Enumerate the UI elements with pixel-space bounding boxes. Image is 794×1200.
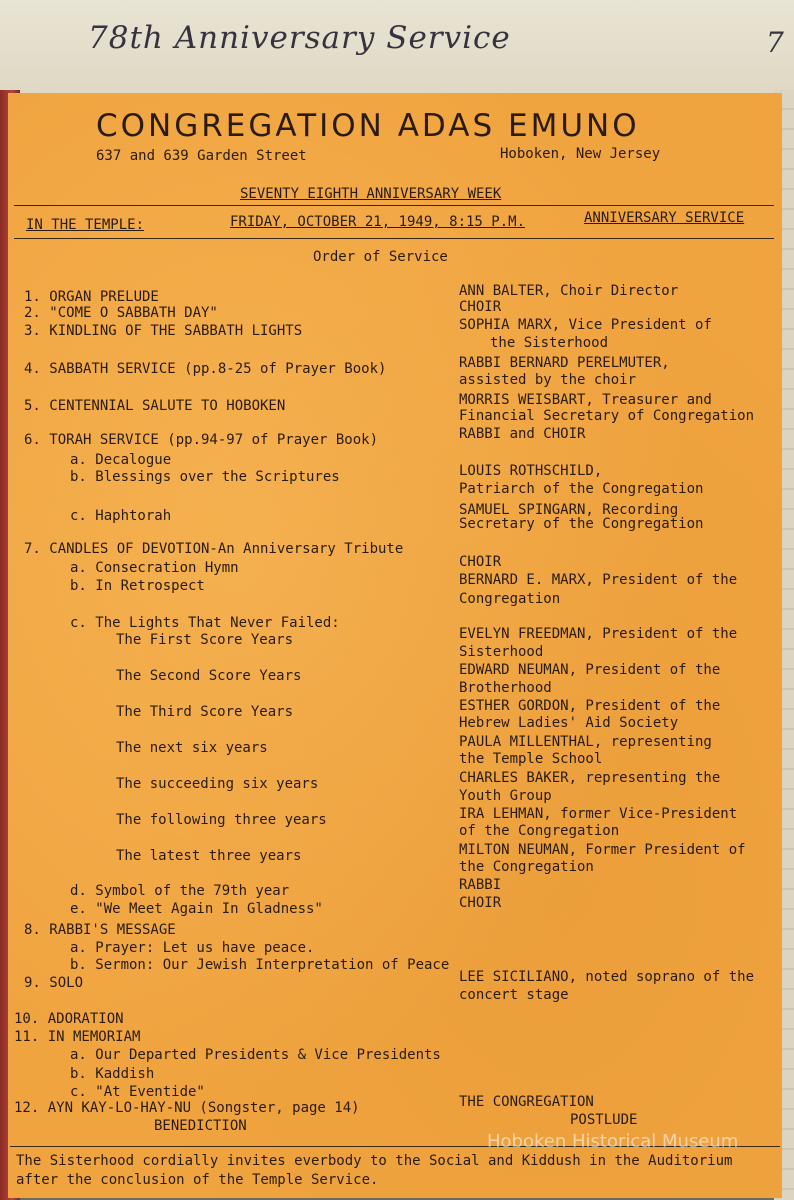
program-item: 8. RABBI'S MESSAGE	[24, 922, 176, 938]
program-participant: of the Congregation	[459, 823, 620, 839]
program-item: b. Sermon: Our Jewish Interpretation of Peace	[70, 957, 450, 973]
program-item: b. Blessings over the Scriptures	[70, 469, 340, 485]
program-item: a. Consecration Hymn	[70, 560, 239, 576]
program-participant: ESTHER GORDON, President of the	[459, 698, 721, 714]
program-participant: CHARLES BAKER, representing the	[459, 770, 721, 786]
program-participant: Secretary of the Congregation	[459, 516, 704, 532]
program-item: 3. KINDLING OF THE SABBATH LIGHTS	[24, 323, 303, 339]
program-item: The next six years	[116, 740, 268, 756]
program-participant: RABBI and CHOIR	[459, 426, 586, 442]
program-participant: MORRIS WEISBART, Treasurer and	[459, 392, 712, 408]
program-participant: assisted by the choir	[459, 372, 637, 388]
city: Hoboken, New Jersey	[500, 146, 661, 162]
program-participant: SAMUEL SPINGARN, Recording	[459, 502, 679, 518]
handwritten-page-number: 7	[766, 26, 784, 59]
program-participant: LEE SICILIANO, noted soprano of the	[459, 969, 755, 985]
program-participant: EVELYN FREEDMAN, President of the	[459, 626, 738, 642]
program-participant: CHOIR	[459, 554, 502, 570]
program-participant: Congregation	[459, 591, 561, 607]
program-participant: Financial Secretary of Congregation	[459, 408, 755, 424]
museum-watermark: Hoboken Historical Museum	[487, 1131, 739, 1152]
program-item: The succeeding six years	[116, 776, 319, 792]
program-participant: SOPHIA MARX, Vice President of	[459, 317, 712, 333]
program-item: a. Decalogue	[70, 452, 172, 468]
program-item: 1. ORGAN PRELUDE	[24, 289, 159, 305]
program-item: The latest three years	[116, 848, 302, 864]
program-participant: Youth Group	[459, 788, 552, 804]
program-item: 9. SOLO	[24, 975, 84, 991]
program-participant: Brotherhood	[459, 680, 552, 696]
footer-line-2: after the conclusion of the Temple Service.	[16, 1172, 379, 1188]
program-item: The following three years	[116, 812, 327, 828]
organization-name: CONGREGATION ADAS EMUNO	[96, 108, 640, 144]
address: 637 and 639 Garden Street	[96, 148, 307, 164]
program-participant: IRA LEHMAN, former Vice-President	[459, 806, 738, 822]
program-item: d. Symbol of the 79th year	[70, 883, 290, 899]
program-participant: the Temple School	[459, 751, 603, 767]
program-participant: concert stage	[459, 987, 569, 1003]
program-item: 11. IN MEMORIAM	[14, 1029, 141, 1045]
program-participant: PAULA MILLENTHAL, representing	[459, 734, 712, 750]
program-participant: CHOIR	[459, 895, 502, 911]
program-participant: BERNARD E. MARX, President of the	[459, 572, 738, 588]
program-item: 12. AYN KAY-LO-HAY-NU (Songster, page 14)	[14, 1100, 360, 1116]
divider-bottom	[14, 238, 774, 239]
program-participant: Patriarch of the Congregation	[459, 481, 704, 497]
program-participant: CHOIR	[459, 299, 502, 315]
date-time: FRIDAY, OCTOBER 21, 1949, 8:15 P.M.	[230, 214, 526, 230]
program-participant: MILTON NEUMAN, Former President of	[459, 842, 746, 858]
program-participant: ANN BALTER, Choir Director	[459, 283, 679, 299]
program-item: 4. SABBATH SERVICE (pp.8-25 of Prayer Book)	[24, 361, 387, 377]
program-participant: THE CONGREGATION	[459, 1094, 594, 1110]
program-item: a. Our Departed Presidents & Vice Presidents	[70, 1047, 441, 1063]
program-participant: the Sisterhood	[490, 335, 609, 351]
program-item: BENEDICTION	[154, 1118, 247, 1134]
footer-line-1: The Sisterhood cordially invites everbody to the Social and Kiddush in the Auditorium	[16, 1153, 733, 1169]
program-participant: Sisterhood	[459, 644, 544, 660]
program-item: The Second Score Years	[116, 668, 302, 684]
program-participant: LOUIS ROTHSCHILD,	[459, 463, 603, 479]
program-participant: RABBI BERNARD PERELMUTER,	[459, 355, 670, 371]
program-participant: the Congregation	[459, 859, 594, 875]
program-item: b. In Retrospect	[70, 578, 205, 594]
program-item: The Third Score Years	[116, 704, 294, 720]
handwritten-title: 78th Anniversary Service	[88, 20, 511, 56]
program-item: a. Prayer: Let us have peace.	[70, 940, 315, 956]
program-item: c. Haphtorah	[70, 508, 172, 524]
week-title: SEVENTY EIGHTH ANNIVERSARY WEEK	[240, 186, 502, 202]
program-item: 10. ADORATION	[14, 1011, 124, 1027]
divider-top	[14, 205, 774, 206]
program-participant: RABBI	[459, 877, 502, 893]
order-heading: Order of Service	[313, 249, 448, 265]
program-item: e. "We Meet Again In Gladness"	[70, 901, 323, 917]
program-participant: POSTLUDE	[570, 1112, 638, 1128]
program-item: 2. "COME O SABBATH DAY"	[24, 305, 218, 321]
program-participant: Hebrew Ladies' Aid Society	[459, 715, 679, 731]
location-label: IN THE TEMPLE:	[26, 217, 145, 233]
program-item: b. Kaddish	[70, 1066, 155, 1082]
program-item: 7. CANDLES OF DEVOTION-An Anniversary Tribute	[24, 541, 404, 557]
service-title: ANNIVERSARY SERVICE	[584, 210, 745, 226]
program-item: c. The Lights That Never Failed:	[70, 615, 340, 631]
program-item: 5. CENTENNIAL SALUTE TO HOBOKEN	[24, 398, 286, 414]
program-participant: EDWARD NEUMAN, President of the	[459, 662, 721, 678]
program-item: The First Score Years	[116, 632, 294, 648]
program-item: c. "At Eventide"	[70, 1084, 205, 1100]
program-item: 6. TORAH SERVICE (pp.94-97 of Prayer Book)	[24, 432, 379, 448]
